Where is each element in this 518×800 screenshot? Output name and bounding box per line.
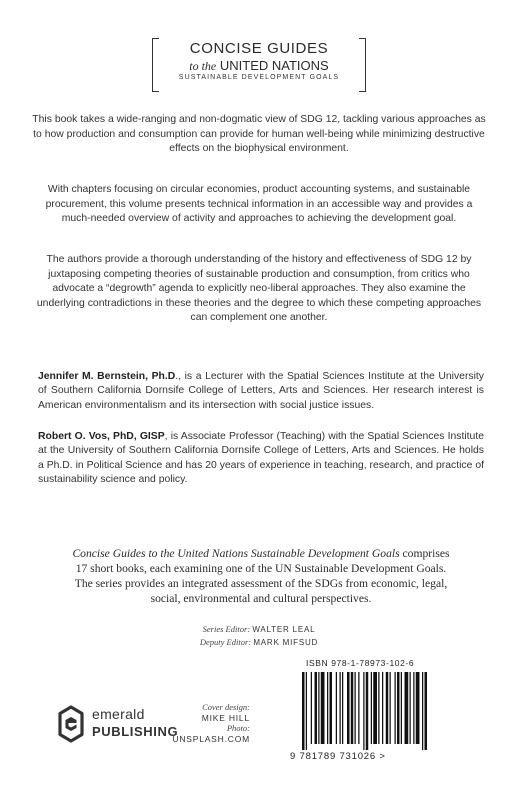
barcode-bar (347, 672, 350, 744)
barcode-bar (302, 672, 305, 750)
publisher-name-emerald: emerald (92, 706, 145, 722)
barcode-icon (290, 670, 490, 750)
barcode-bar (397, 672, 400, 744)
series-blurb-title: Concise Guides to the United Nations Sustainable Development Goals (72, 547, 400, 560)
barcode-bar (378, 672, 379, 744)
author-bio-2 (38, 430, 484, 488)
barcode-bar (382, 672, 383, 744)
barcode-bar (342, 672, 343, 744)
barcode-bar (401, 672, 402, 744)
deputy-editor-line (0, 636, 518, 649)
barcode-bar (416, 672, 420, 744)
barcode-bar (306, 672, 307, 750)
barcode-bar (327, 672, 328, 744)
series-title-block (152, 38, 366, 90)
barcode-bar (386, 672, 389, 744)
barcode-bar (422, 672, 423, 750)
photo-role: Photo: (226, 723, 250, 733)
cover-credits (172, 702, 250, 744)
barcode-bar (358, 672, 359, 744)
editors-block (0, 623, 518, 649)
author-name-2: Robert O. Vos, PhD, GISP (38, 431, 165, 442)
series-title-line2 (152, 58, 366, 74)
description-paragraph-3: The authors provide a thorough understanding of the history and effectiveness of SDG 12 by juxtaposing competing theories of sustainable production and consumption, from critics who advocate a “degrowth” agenda to explicitly neo-liberal approaches. They also examine the underlying contradictions in these theories and the degree to which these competing approaches can complement one another. (36, 254, 482, 324)
isbn-label: ISBN 978-1-78973-102-6 (306, 658, 415, 668)
description-paragraph-2: With chapters focusing on circular economies, product accounting systems, and sustainable procurement, this volume presents technical information in an accessible way and provides a much-needed overview of activity and approaches to achieving the development goal. (45, 184, 473, 225)
author-bio-text-1: ., is a Lecturer with the Spatial Sciences Institute at the University of Southern California Dornsife College of Letters, Arts and Sciences. Her research interest is American environmentalism and its intersection with social justice issues. (38, 371, 484, 411)
cover-design-name: MIKE HILL (201, 712, 250, 723)
barcode-bar (340, 672, 341, 744)
barcode-bar (330, 672, 333, 744)
barcode-bar (425, 672, 428, 750)
series-title-united-nations: UNITED NATIONS (219, 58, 329, 73)
series-blurb-text: comprises 17 short books, each examining one of the UN Sustainable Development Goals. The series provides an integrated assessment of the SDGs from economic, legal, social, environmental and cultural perspectives. (74, 547, 450, 605)
deputy-editor-name: MARK MIFSUD (253, 638, 319, 647)
barcode-bar (413, 672, 414, 744)
barcode-bar (390, 672, 391, 744)
photo-credit-name: UNSPLASH.COM (172, 733, 250, 744)
barcode-bar (363, 672, 364, 750)
publisher-name-publishing: PUBLISHING (92, 724, 179, 739)
barcode-bar (395, 672, 396, 744)
barcode-bar (315, 672, 318, 744)
barcode-bar (336, 672, 337, 744)
barcode-bar (371, 672, 372, 744)
barcode-bar (410, 672, 411, 744)
series-title-line1: CONCISE GUIDES (189, 40, 329, 57)
deputy-editor-role: Deputy Editor: (199, 637, 252, 647)
series-editor-role: Series Editor: (202, 624, 251, 634)
emerald-logo-icon (58, 705, 84, 743)
barcode-bar (373, 672, 377, 744)
author-name-1: Jennifer M. Bernstein, Ph.D (38, 371, 176, 382)
series-title-line3: SUSTAINABLE DEVELOPMENT GOALS (178, 74, 340, 81)
description-paragraph-1: This book takes a wide-ranging and non-dogmatic view of SDG 12, tackling various approaches as to how production and consumption can provide for human well-being while minimizing destructive effects on the biophysical environment. (32, 114, 486, 155)
barcode-bar (351, 672, 354, 744)
barcode-bar (355, 672, 356, 744)
barcode-bar (311, 672, 312, 744)
barcode-bar (321, 672, 325, 744)
series-editor-name: WALTER LEAL (252, 625, 316, 634)
series-blurb (66, 546, 456, 606)
author-bio-1 (38, 370, 484, 413)
publisher-logo (58, 705, 188, 745)
barcode-bar (318, 672, 319, 744)
cover-design-role: Cover design: (202, 702, 250, 712)
series-editor-line (0, 623, 518, 636)
series-title-to-the: to the (189, 59, 217, 73)
barcode-digits: 9 781789 731026 > (290, 751, 386, 762)
barcode-bar (405, 672, 409, 744)
author-bio-text-2: , is Associate Professor (Teaching) with the Spatial Sciences Institute at the University of Southern California Dornsife College of Letters, Arts and Sciences. He holds a Ph.D. in Political Science and has 20 years of experience in teaching, research, and practice of sustainability science and policy. (38, 431, 484, 486)
barcode-bar (366, 672, 369, 750)
